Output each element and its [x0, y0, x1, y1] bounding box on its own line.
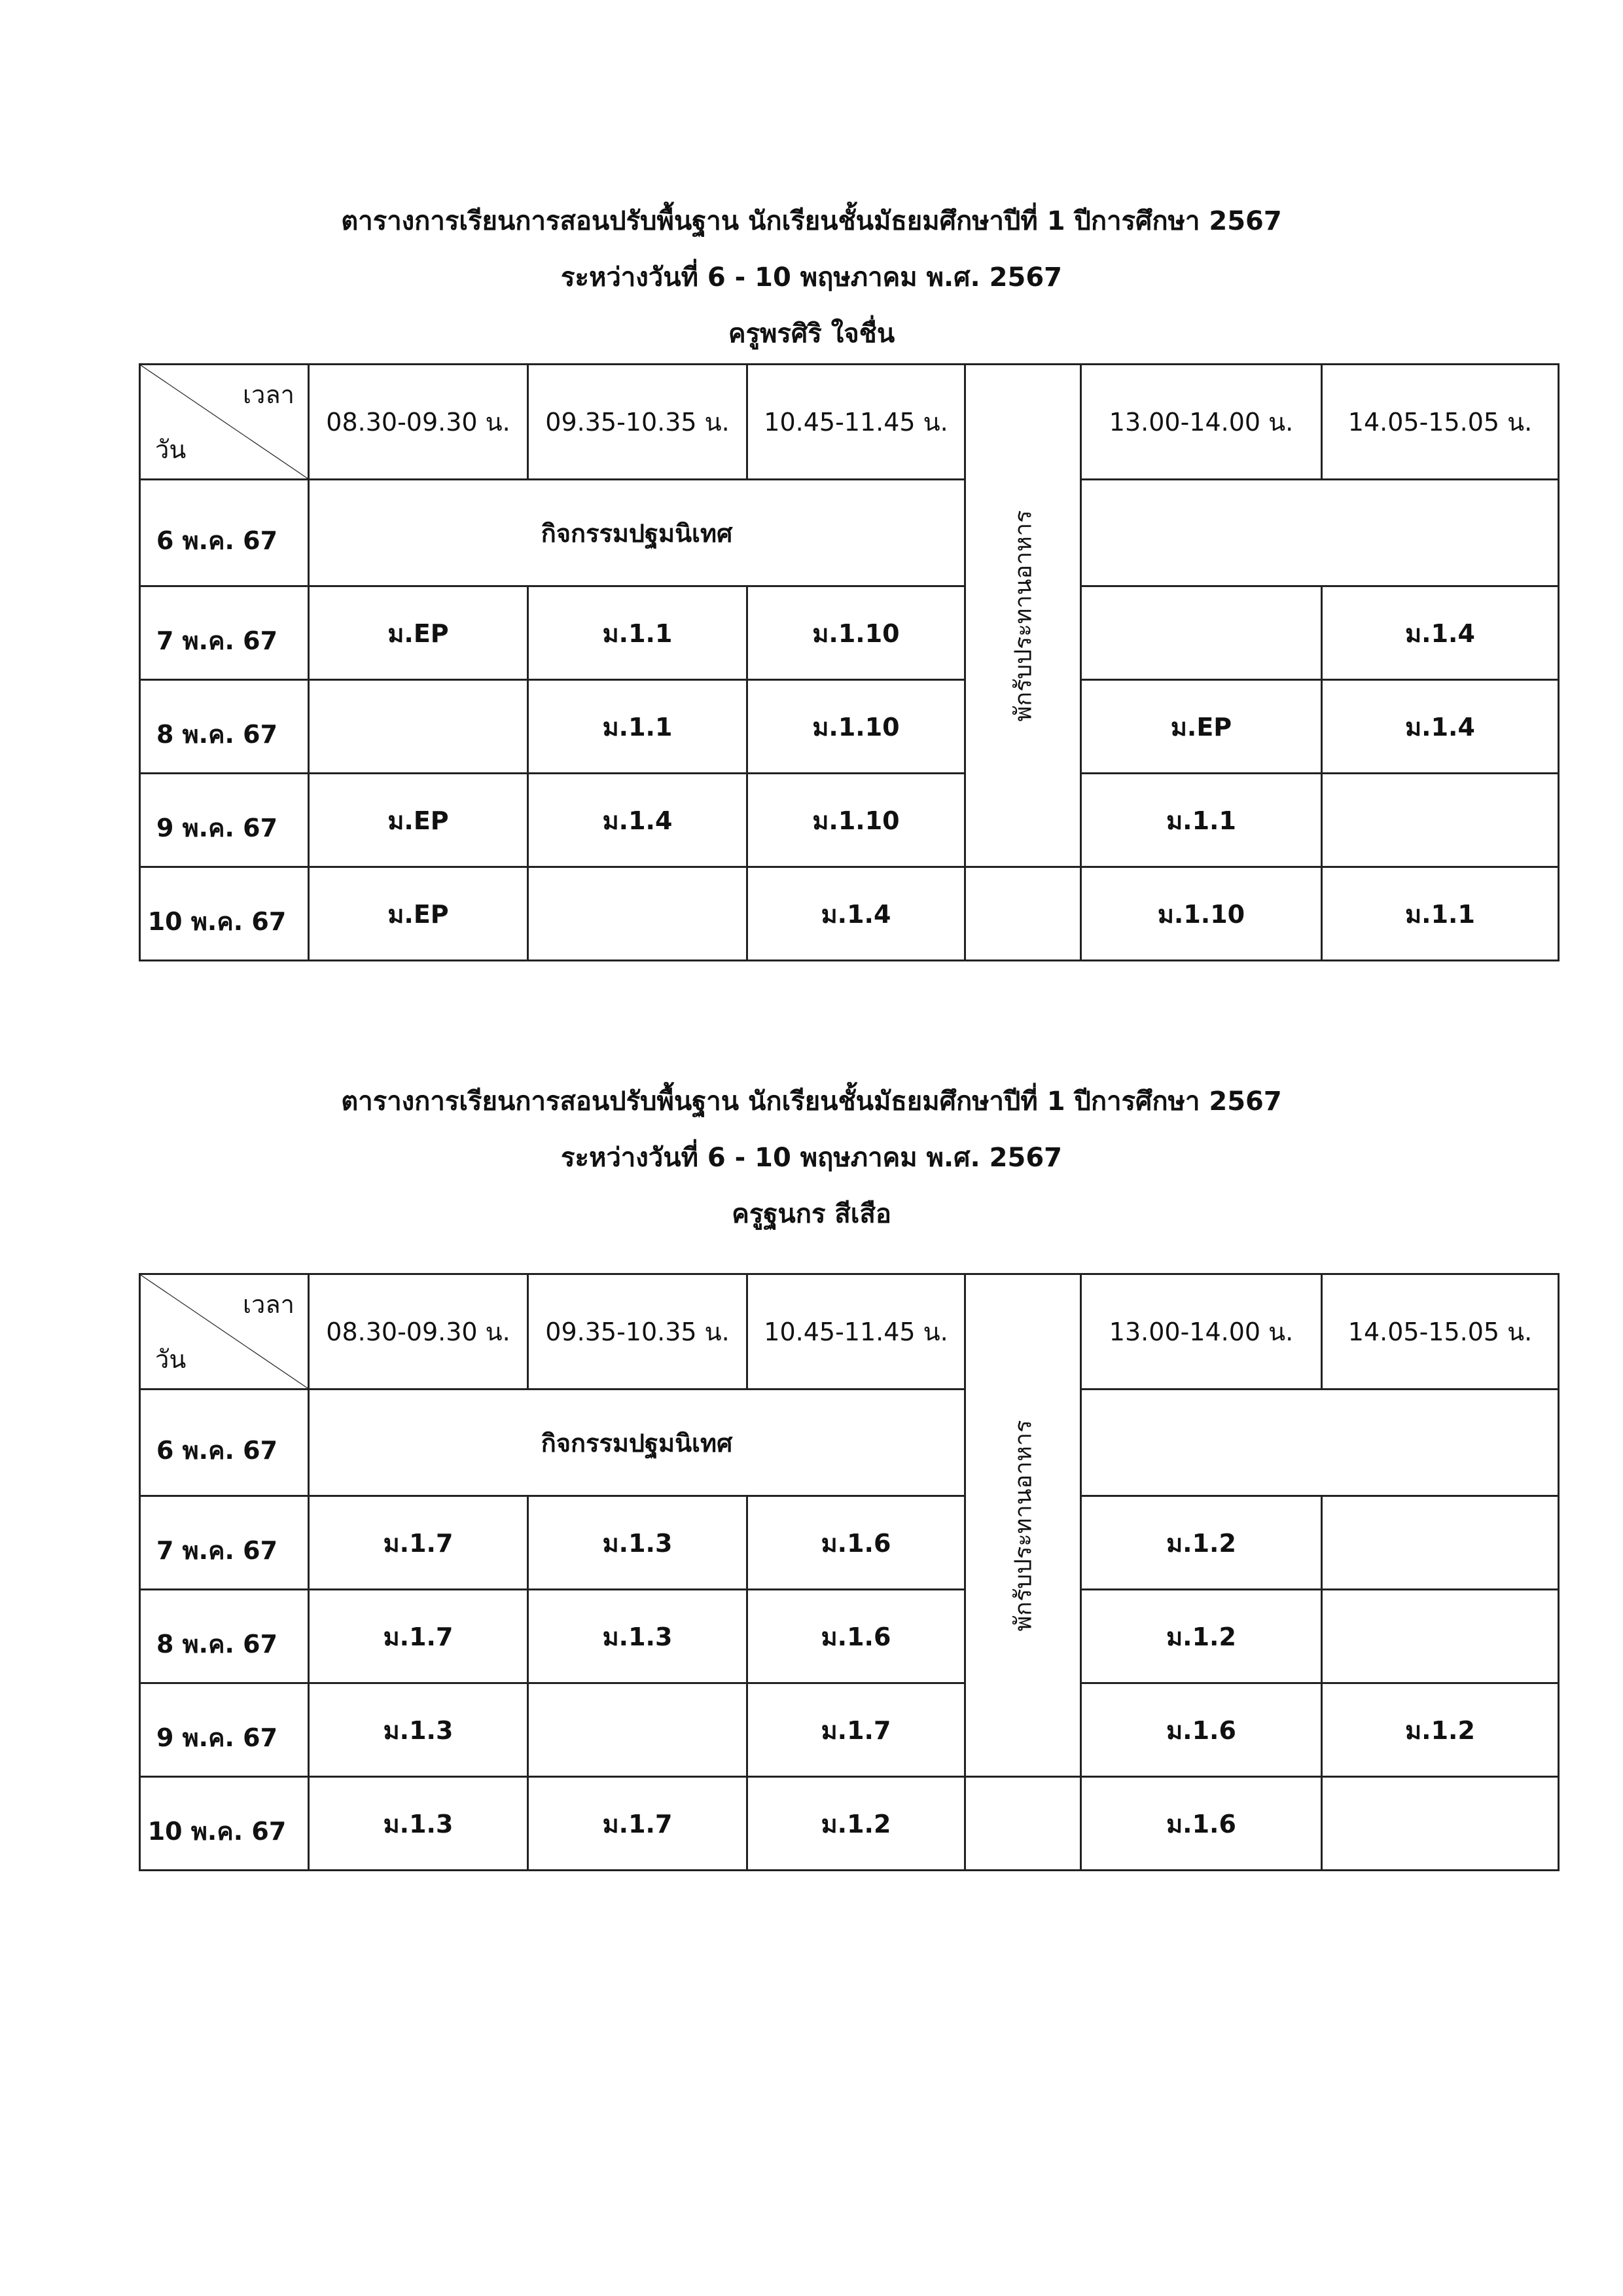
- table-header-row: [140, 1274, 1559, 1390]
- class-slot: ม.EP: [309, 867, 528, 961]
- class-slot: ม.1.10: [747, 586, 965, 680]
- time-header: 10.45-11.45 น.: [747, 1274, 965, 1390]
- corner-header-cell: [140, 1274, 309, 1390]
- day-cell: 9 พ.ค. 67: [140, 774, 309, 867]
- class-slot: ม.1.4: [528, 774, 747, 867]
- lunch-break-cell: [965, 1274, 1081, 1777]
- table-row: [140, 774, 1559, 867]
- table-row: [140, 480, 1559, 586]
- table-row: [140, 680, 1559, 774]
- schedule-1-heading: [0, 193, 1623, 362]
- class-slot: ม.EP: [309, 774, 528, 867]
- class-slot: ม.EP: [1081, 680, 1322, 774]
- schedule-date-range: ระหว่างวันที่ 6 - 10 พฤษภาคม พ.ศ. 2567: [561, 262, 1062, 293]
- corner-day-label: วัน: [155, 435, 187, 464]
- schedule-title: ตารางการเรียนการสอนปรับพื้นฐาน นักเรียนชั้นมัธยมศึกษาปีที่ 1 ปีการศึกษา 2567: [341, 206, 1282, 236]
- schedule-table: [139, 363, 1560, 961]
- lunch-break-label: พักรับประทานอาหาร: [1010, 1420, 1037, 1631]
- class-slot: ม.1.1: [1081, 774, 1322, 867]
- table-row: [140, 586, 1559, 680]
- time-header: 13.00-14.00 น.: [1081, 365, 1322, 480]
- empty-lunch-slot: [965, 1777, 1081, 1871]
- class-slot: [528, 1683, 747, 1777]
- schedule-date-range: ระหว่างวันที่ 6 - 10 พฤษภาคม พ.ศ. 2567: [561, 1143, 1062, 1173]
- class-slot: ม.1.1: [528, 586, 747, 680]
- class-slot: [1322, 1590, 1559, 1683]
- day-cell: 8 พ.ค. 67: [140, 680, 309, 774]
- corner-header-cell: [140, 365, 309, 480]
- class-slot: ม.EP: [309, 586, 528, 680]
- class-slot: ม.1.2: [1081, 1590, 1322, 1683]
- class-slot: ม.1.10: [747, 774, 965, 867]
- class-slot: ม.1.3: [309, 1777, 528, 1871]
- class-slot: ม.1.1: [1322, 867, 1559, 961]
- table-row: [140, 1590, 1559, 1683]
- corner-time-label: เวลา: [243, 380, 294, 409]
- class-slot: ม.1.7: [309, 1496, 528, 1590]
- class-slot: ม.1.2: [1322, 1683, 1559, 1777]
- class-slot: ม.1.4: [1322, 586, 1559, 680]
- time-header: 10.45-11.45 น.: [747, 365, 965, 480]
- class-slot: ม.1.1: [528, 680, 747, 774]
- schedule-2-heading: [0, 1073, 1623, 1242]
- corner-day-label: วัน: [155, 1345, 187, 1374]
- class-slot: ม.1.7: [528, 1777, 747, 1871]
- orientation-activity-cell: กิจกรรมปฐมนิเทศ: [309, 480, 965, 586]
- time-header: 13.00-14.00 น.: [1081, 1274, 1322, 1390]
- lunch-break-label: พักรับประทานอาหาร: [1010, 510, 1037, 721]
- class-slot: ม.1.6: [1081, 1777, 1322, 1871]
- empty-afternoon-cell: [1081, 480, 1559, 586]
- empty-afternoon-cell: [1081, 1390, 1559, 1496]
- day-cell: 7 พ.ค. 67: [140, 586, 309, 680]
- day-cell: 10 พ.ค. 67: [140, 1777, 309, 1871]
- class-slot: ม.1.6: [747, 1496, 965, 1590]
- table-header-row: [140, 365, 1559, 480]
- class-slot: [309, 680, 528, 774]
- table-row: [140, 1777, 1559, 1871]
- class-slot: ม.1.6: [747, 1590, 965, 1683]
- time-header: 09.35-10.35 น.: [528, 365, 747, 480]
- day-cell: 8 พ.ค. 67: [140, 1590, 309, 1683]
- class-slot: ม.1.6: [1081, 1683, 1322, 1777]
- day-cell: 6 พ.ค. 67: [140, 1390, 309, 1496]
- class-slot: ม.1.3: [528, 1496, 747, 1590]
- class-slot: ม.1.3: [528, 1590, 747, 1683]
- lunch-break-cell: [965, 365, 1081, 867]
- day-cell: 10 พ.ค. 67: [140, 867, 309, 961]
- class-slot: [1322, 1496, 1559, 1590]
- empty-lunch-slot: [965, 867, 1081, 961]
- table-row: [140, 1390, 1559, 1496]
- class-slot: ม.1.4: [1322, 680, 1559, 774]
- orientation-activity-cell: กิจกรรมปฐมนิเทศ: [309, 1390, 965, 1496]
- day-cell: 9 พ.ค. 67: [140, 1683, 309, 1777]
- schedule-table: [139, 1273, 1560, 1871]
- table-row: [140, 1683, 1559, 1777]
- table-row: [140, 867, 1559, 961]
- time-header: 09.35-10.35 น.: [528, 1274, 747, 1390]
- class-slot: ม.1.10: [1081, 867, 1322, 961]
- class-slot: ม.1.2: [1081, 1496, 1322, 1590]
- schedule-title: ตารางการเรียนการสอนปรับพื้นฐาน นักเรียนชั้นมัธยมศึกษาปีที่ 1 ปีการศึกษา 2567: [341, 1086, 1282, 1117]
- class-slot: ม.1.3: [309, 1683, 528, 1777]
- class-slot: [1322, 1777, 1559, 1871]
- time-header: 14.05-15.05 น.: [1322, 365, 1559, 480]
- time-header: 08.30-09.30 น.: [309, 1274, 528, 1390]
- class-slot: [1081, 586, 1322, 680]
- day-cell: 7 พ.ค. 67: [140, 1496, 309, 1590]
- time-header: 14.05-15.05 น.: [1322, 1274, 1559, 1390]
- class-slot: [1322, 774, 1559, 867]
- class-slot: ม.1.4: [747, 867, 965, 961]
- corner-time-label: เวลา: [243, 1290, 294, 1319]
- time-header: 08.30-09.30 น.: [309, 365, 528, 480]
- class-slot: ม.1.10: [747, 680, 965, 774]
- class-slot: ม.1.2: [747, 1777, 965, 1871]
- class-slot: ม.1.7: [309, 1590, 528, 1683]
- teacher-name: ครูพรศิริ ใจชื่น: [728, 319, 895, 349]
- teacher-name: ครูฐนกร สีเสือ: [732, 1199, 891, 1229]
- day-cell: 6 พ.ค. 67: [140, 480, 309, 586]
- class-slot: ม.1.7: [747, 1683, 965, 1777]
- table-row: [140, 1496, 1559, 1590]
- class-slot: [528, 867, 747, 961]
